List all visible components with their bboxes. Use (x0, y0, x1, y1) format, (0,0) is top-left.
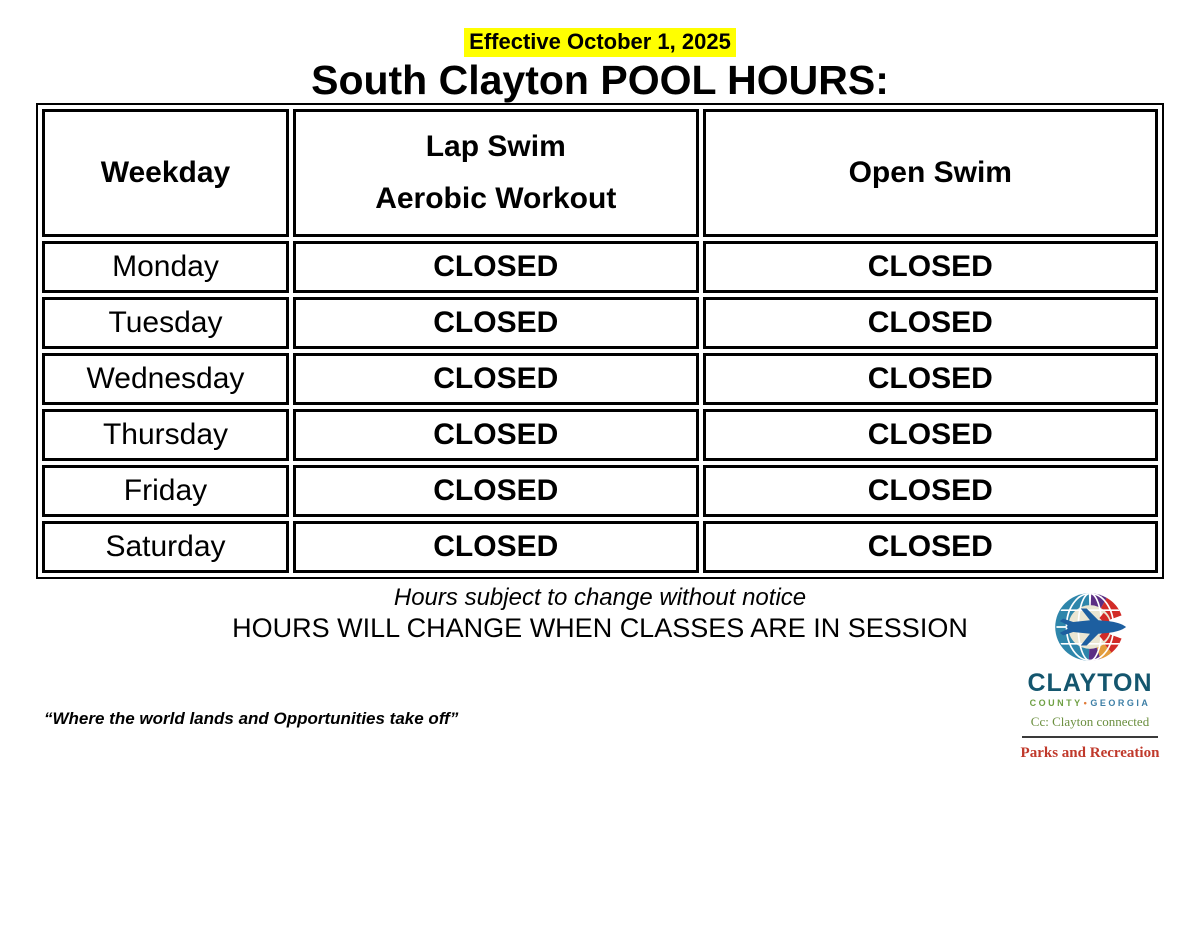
aerobic-workout-label: Aerobic Workout (375, 182, 617, 216)
open-swim-status: CLOSED (703, 353, 1158, 405)
pool-hours-table (36, 103, 1164, 579)
logo-divider (1022, 736, 1158, 738)
logo-county-label: COUNTY (1029, 698, 1083, 708)
table-row-thursday (42, 409, 1158, 461)
day-label: Saturday (42, 521, 289, 573)
table-header-row (42, 109, 1158, 237)
open-swim-status: CLOSED (703, 521, 1158, 573)
day-label: Wednesday (42, 353, 289, 405)
day-label: Tuesday (42, 297, 289, 349)
table-row-saturday (42, 521, 1158, 573)
table-row-friday (42, 465, 1158, 517)
logo-georgia-label: GEORGIA (1090, 698, 1151, 708)
table-row-wednesday (42, 353, 1158, 405)
open-swim-status: CLOSED (703, 297, 1158, 349)
hours-change-notice: Hours subject to change without notice (393, 584, 807, 612)
effective-date-highlight: Effective October 1, 2025 (464, 28, 736, 57)
open-swim-status: CLOSED (703, 241, 1158, 293)
logo-tagline: Cc: Clayton connected (1030, 714, 1150, 729)
table-row-tuesday (42, 297, 1158, 349)
open-swim-status: CLOSED (703, 465, 1158, 517)
lap-swim-label: Lap Swim (425, 129, 566, 163)
column-header-lap-swim (293, 109, 699, 237)
column-header-open-swim: Open Swim (703, 109, 1158, 237)
column-header-weekday: Weekday (42, 109, 289, 237)
logo-department: Parks and Recreation (1020, 745, 1160, 761)
header-section (0, 0, 1200, 103)
globe-airplane-icon (1044, 585, 1136, 669)
logo-dot-separator: • (1083, 698, 1090, 708)
lap-swim-status: CLOSED (293, 353, 699, 405)
lap-swim-status: CLOSED (293, 465, 699, 517)
lap-swim-status: CLOSED (293, 409, 699, 461)
classes-in-session-notice: HOURS WILL CHANGE WHEN CLASSES ARE IN SESSION (232, 612, 968, 643)
open-swim-status: CLOSED (703, 409, 1158, 461)
effective-date-line (0, 28, 1200, 57)
page-title: South Clayton POOL HOURS: (311, 57, 889, 103)
table-row-monday (42, 241, 1158, 293)
lap-swim-status: CLOSED (293, 241, 699, 293)
county-motto: “Where the world lands and Opportunities take off” (44, 709, 459, 728)
logo-county-name: CLAYTON (1027, 669, 1153, 697)
logo-county-georgia-line (1012, 699, 1168, 708)
lap-swim-status: CLOSED (293, 297, 699, 349)
day-label: Monday (42, 241, 289, 293)
clayton-county-logo (1012, 585, 1168, 761)
lap-swim-status: CLOSED (293, 521, 699, 573)
day-label: Thursday (42, 409, 289, 461)
day-label: Friday (42, 465, 289, 517)
